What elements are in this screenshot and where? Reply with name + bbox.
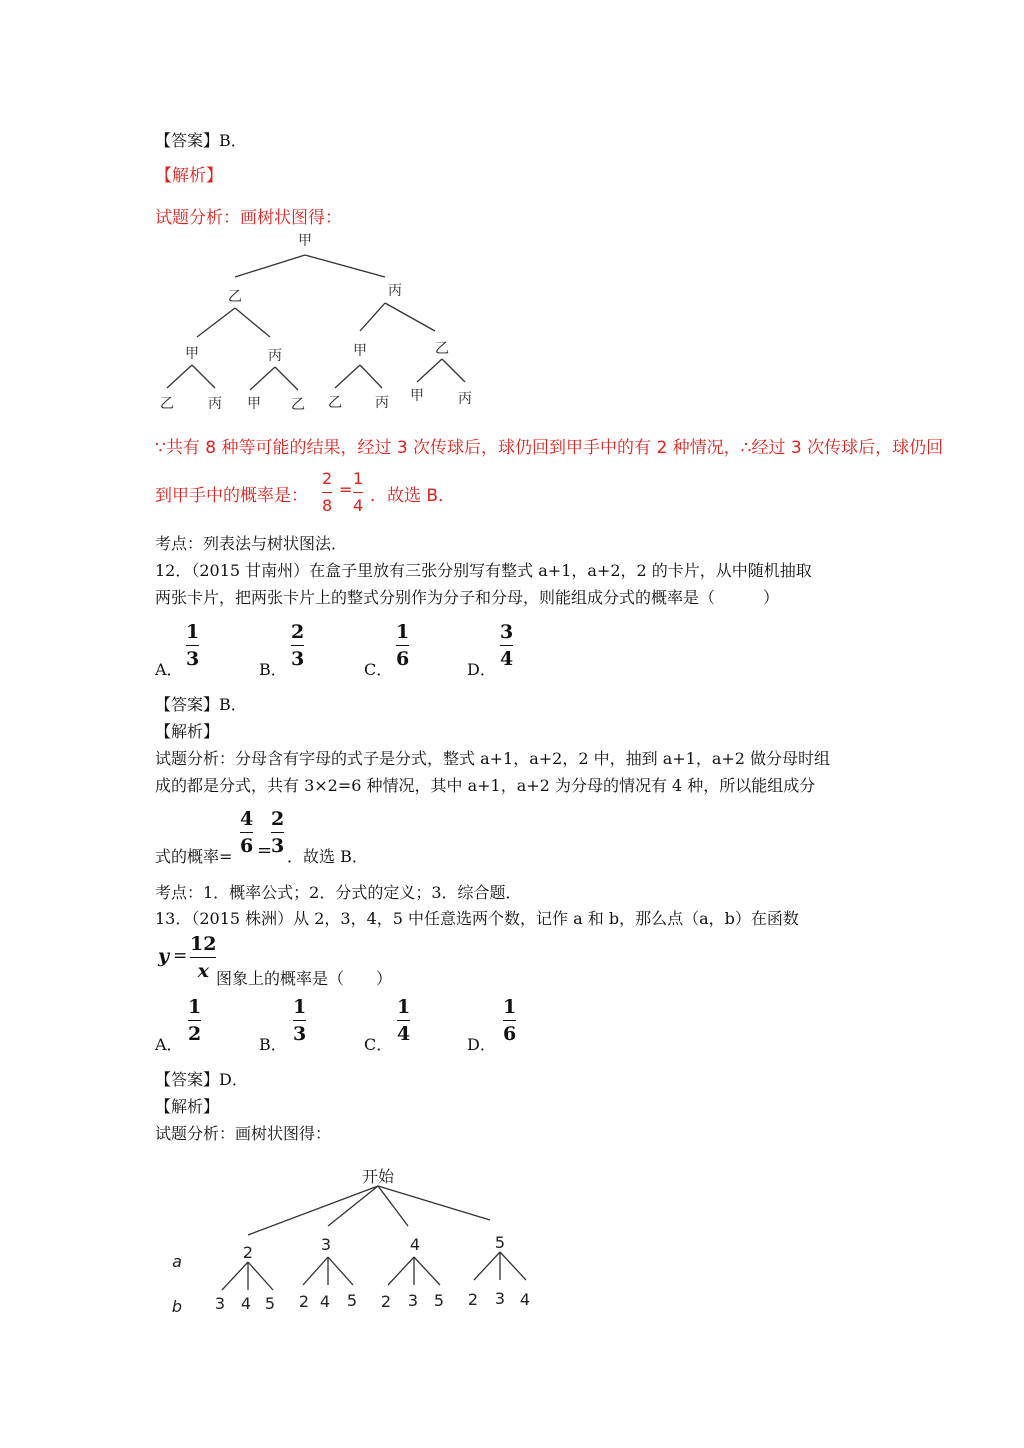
numerator: 1 (396, 621, 410, 643)
denominator: 3 (291, 648, 305, 670)
analysis-line-3-pre: 式的概率= (155, 847, 233, 866)
tree-node: 乙 (435, 341, 449, 357)
equals: = (173, 946, 188, 966)
numerator: 2 (271, 808, 285, 830)
analysis-line-2: 成的都是分式，共有 3×2=6 种情况，其中 a+1，a+2 为分母的情况有 4 种，所以能组成分 (155, 776, 816, 795)
option-c-label: C． (364, 660, 393, 679)
option-b-label: B． (259, 1035, 287, 1054)
numerator: 1 (186, 621, 200, 643)
tree-root: 甲 (298, 233, 312, 249)
tree-leaf: 3 (494, 1289, 506, 1308)
kaodian: 考点：1．概率公式；2．分式的定义；3．综合题． (155, 883, 522, 902)
question-12-line-2: 两张卡片，把两张卡片上的整式分别作为分子和分母，则能组成分式的概率是（ ） (155, 588, 780, 607)
tree-diagram (150, 225, 490, 420)
fraction (353, 468, 363, 517)
analysis-heading: 【解析】 (155, 166, 223, 186)
analysis-heading: 【解析】 (155, 1097, 220, 1116)
tree-node: 4 (409, 1235, 421, 1254)
analysis-line-2-post: ．故选 B． (370, 486, 456, 506)
analysis-line-2-pre: 到甲手中的概率是： (155, 486, 308, 506)
tree-leaf: 甲 (410, 388, 424, 404)
denominator: 3 (271, 835, 285, 857)
option-c-fraction (397, 996, 410, 1045)
tree-leaf: 3 (214, 1294, 226, 1313)
tree-leaf: 2 (467, 1290, 479, 1309)
denominator: 3 (293, 1023, 307, 1045)
option-a-label: A． (155, 1035, 183, 1054)
answer-line: 【答案】D． (155, 1070, 248, 1089)
tree-node: 2 (242, 1243, 254, 1262)
denominator: 3 (186, 648, 200, 670)
question-13-line-2: 图象上的概率是（ ） (216, 969, 393, 988)
analysis-line-1: ∵共有 8 种等可能的结果，经过 3 次传球后，球仍回到甲手中的有 2 种情况，∴经过 3 次传球后，球仍回 (155, 438, 944, 458)
option-d-fraction (500, 621, 513, 670)
option-a-label: A． (155, 660, 183, 679)
analysis-heading: 【解析】 (155, 722, 220, 741)
function-fraction (190, 933, 216, 982)
tree-leaf: 5 (433, 1291, 445, 1310)
question-12-line-1: 12．（2015 甘南州）在盒子里放有三张分别写有整式 a+1，a+2，2 的卡片，从中随机抽取 (155, 561, 812, 580)
tree-node: 丙 (388, 283, 402, 299)
tree-leaf: 5 (264, 1294, 276, 1313)
equals: = (339, 480, 353, 499)
row-label-b: b (171, 1297, 183, 1316)
tree-leaf: 4 (519, 1290, 531, 1309)
tree-leaf: 甲 (247, 396, 261, 412)
denominator: 2 (188, 1023, 202, 1045)
denominator: 6 (503, 1023, 517, 1045)
option-b-fraction (293, 996, 306, 1045)
tree-leaf: 4 (240, 1294, 252, 1313)
tree-diagram-start (160, 1160, 550, 1330)
tree-leaf: 丙 (208, 396, 222, 412)
answer-line: 【答案】B． (155, 695, 247, 714)
row-label-a: a (172, 1252, 182, 1271)
tree-node: 乙 (228, 289, 242, 305)
option-c-label: C． (364, 1035, 393, 1054)
numerator: 1 (503, 996, 517, 1018)
equals: = (257, 840, 273, 861)
option-a-fraction (186, 621, 199, 670)
option-b-fraction (291, 621, 304, 670)
analysis-intro: 试题分析：画树状图得： (155, 208, 342, 228)
tree-node: 甲 (185, 346, 199, 362)
denominator: x (197, 960, 209, 982)
denominator: 4 (500, 648, 514, 670)
question-13-line-1: 13．（2015 株洲）从 2，3，4，5 中任意选两个数，记作 a 和 b，那么点（a，b）在函数 (155, 909, 799, 928)
numerator: 1 (397, 996, 411, 1018)
option-b-label: B． (259, 660, 287, 679)
tree-leaf: 乙 (291, 397, 305, 413)
tree-node: 甲 (353, 343, 367, 359)
numerator: 1 (293, 996, 307, 1018)
numerator: 12 (190, 933, 217, 955)
denominator: 6 (240, 835, 254, 857)
tree-leaf: 乙 (328, 395, 342, 411)
tree-node: 丙 (268, 348, 282, 364)
kaodian: 考点：列表法与树状图法． (155, 534, 348, 553)
numerator: 2 (322, 469, 333, 488)
function-y: y (158, 945, 170, 967)
option-d-label: D． (467, 660, 496, 679)
denominator: 8 (322, 496, 333, 515)
analysis-line-1: 试题分析：分母含有字母的式子是分式，整式 a+1，a+2，2 中，抽到 a+1，a+2 做分母时组 (155, 749, 831, 768)
analysis-intro: 试题分析：画树状图得： (155, 1124, 332, 1143)
numerator: 1 (353, 469, 364, 488)
tree-leaf: 乙 (160, 396, 174, 412)
tree-leaf: 5 (346, 1291, 358, 1310)
tree-leaf: 3 (407, 1291, 419, 1310)
denominator: 4 (397, 1023, 411, 1045)
tree-leaf: 丙 (458, 391, 472, 407)
denominator: 6 (396, 648, 410, 670)
answer-line: 【答案】B． (155, 131, 247, 150)
fraction (271, 808, 284, 857)
tree-leaf: 2 (380, 1292, 392, 1311)
fraction (322, 468, 332, 517)
numerator: 1 (188, 996, 202, 1018)
tree-leaf: 丙 (375, 395, 389, 411)
numerator: 3 (500, 621, 514, 643)
tree-leaf: 4 (319, 1292, 331, 1311)
numerator: 4 (240, 808, 254, 830)
fraction (240, 808, 253, 857)
option-c-fraction (396, 621, 409, 670)
tree-root: 开始 (361, 1167, 395, 1186)
denominator: 4 (353, 496, 364, 515)
tree-leaf: 2 (298, 1292, 310, 1311)
tree-node: 5 (494, 1233, 506, 1252)
analysis-line-3-post: ．故选 B． (287, 847, 368, 866)
numerator: 2 (291, 621, 305, 643)
option-d-label: D． (467, 1035, 496, 1054)
option-d-fraction (503, 996, 516, 1045)
option-a-fraction (188, 996, 201, 1045)
tree-node: 3 (320, 1235, 332, 1254)
